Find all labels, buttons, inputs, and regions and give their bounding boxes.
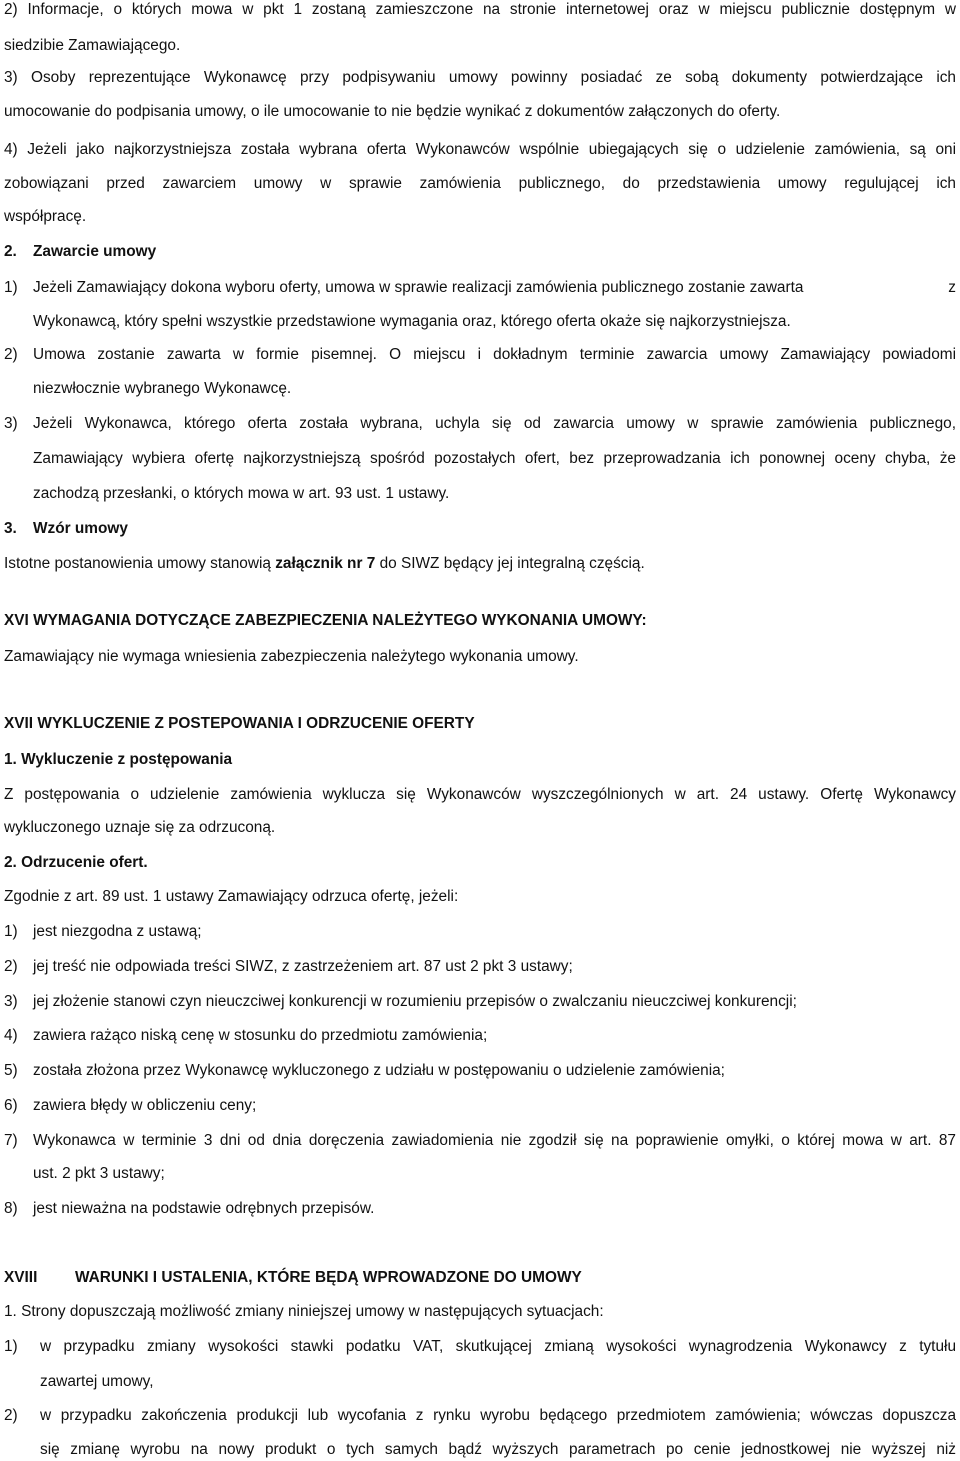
paragraph-line: 4) Jeżeli jako najkorzystniejsza została wybrana oferta Wykonawców wspólnie ubiegających się o udzielenie zamówienia, są oni — [4, 141, 956, 158]
list-item: 3) Jeżeli Wykonawca, którego oferta została wybrana, uchyla się od zawarcia umowy w sprawie zamówienia publicznego, — [4, 415, 956, 432]
paragraph-line: 2) Informacje, o których mowa w pkt 1 zostaną zamieszczone na stronie internetowej oraz w miejscu publicznie dostępnym w — [4, 1, 956, 18]
chapter-heading: XVII WYKLUCZENIE Z POSTEPOWANIA I ODRZUCENIE OFERTY — [4, 715, 475, 732]
paragraph-line: Zgodnie z art. 89 ust. 1 ustawy Zamawiający odrzuca ofertę, jeżeli: — [4, 888, 459, 905]
paragraph-line: Z postępowania o udzielenie zamówienia wyklucza się Wykonawców wyszczególnionych w art. 24 ustawy. Ofertę Wykonawcy — [4, 786, 956, 803]
section-heading: 2. Odrzucenie ofert. — [4, 854, 148, 871]
list-item: 8) jest nieważna na podstawie odrębnych przepisów. — [4, 1200, 375, 1217]
list-item-continuation: się zmianę wyrobu na nowy produkt o tych samych bądź wyższych parametrach po cenie jednostkowej nie wyższej niż — [40, 1441, 956, 1458]
paragraph-line: współpracę. — [4, 208, 87, 225]
list-item: 6) zawiera błędy w obliczeniu ceny; — [4, 1097, 257, 1114]
section-heading: 2. Zawarcie umowy — [4, 243, 157, 260]
paragraph-line: Zamawiający nie wymaga wniesienia zabezpieczenia należytego wykonania umowy. — [4, 648, 579, 665]
section-heading: 3. Wzór umowy — [4, 520, 128, 537]
paragraph-line: 3) Osoby reprezentujące Wykonawcę przy podpisywaniu umowy powinny posiadać ze sobą dokumenty potwierdzające ich — [4, 69, 956, 86]
list-item: 2) w przypadku zakończenia produkcji lub wycofania z rynku wyrobu będącego przedmiotem zamówienia; wówczas dopuszcza — [4, 1407, 956, 1424]
list-item: 1) Jeżeli Zamawiający dokona wyboru oferty, umowa w sprawie realizacji zamówienia publicznego zostanie zawarta z — [4, 279, 956, 296]
section-heading: 1. Wykluczenie z postępowania — [4, 751, 233, 768]
paragraph-line: wykluczonego uznaje się za odrzuconą. — [4, 819, 276, 836]
annex-reference: załącznik nr 7 — [275, 555, 376, 572]
paragraph-line: siedzibie Zamawiającego. — [4, 37, 181, 54]
list-item: 2) jej treść nie odpowiada treści SIWZ, z zastrzeżeniem art. 87 ust 2 pkt 3 ustawy; — [4, 958, 573, 975]
list-item-continuation: ust. 2 pkt 3 ustawy; — [33, 1165, 165, 1182]
list-item: 2) Umowa zostanie zawarta w formie pisemnej. O miejscu i dokładnym terminie zawarcia umowy Zamawiający powiadomi — [4, 346, 956, 363]
list-item-continuation: niezwłocznie wybranego Wykonawcę. — [33, 380, 292, 397]
list-item-continuation: zachodzą przesłanki, o których mowa w art. 93 ust. 1 ustawy. — [33, 485, 450, 502]
list-item-continuation: zawartej umowy, — [40, 1373, 154, 1390]
paragraph-line: umocowanie do podpisania umowy, o ile umocowanie to nie będzie wynikać z dokumentów załączonych do oferty. — [4, 103, 781, 120]
list-item-continuation: Wykonawcą, który spełni wszystkie przedstawione wymagania oraz, którego oferta okaże się najkorzystniejsza. — [33, 313, 791, 330]
paragraph-line: zobowiązani przed zawarciem umowy w sprawie zamówienia publicznego, do przedstawienia umowy regulującej ich — [4, 175, 956, 192]
list-item: 1) w przypadku zmiany wysokości stawki podatku VAT, skutkującej zmianą wysokości wynagrodzenia Wykonawcy z tytułu — [4, 1338, 956, 1355]
list-item: 5) została złożona przez Wykonawcę wykluczonego z udziału w postępowaniu o udzielenie zamówienia; — [4, 1062, 725, 1079]
chapter-heading: XVIII WARUNKI I USTALENIA, KTÓRE BĘDĄ WPROWADZONE DO UMOWY — [4, 1269, 582, 1286]
list-item: 3) jej złożenie stanowi czyn nieuczciwej konkurencji w rozumieniu przepisów o zwalczaniu nieuczciwej konkurencji; — [4, 993, 797, 1010]
list-item: 7) Wykonawca w terminie 3 dni od dnia doręczenia zawiadomienia nie zgodził się na poprawienie omyłki, o której mowa w art. 87 — [4, 1132, 956, 1149]
list-item: 1) jest niezgodna z ustawą; — [4, 923, 202, 940]
paragraph-line: 1. Strony dopuszczają możliwość zmiany niniejszej umowy w następujących sytuacjach: — [4, 1303, 604, 1320]
list-item-continuation: Zamawiający wybiera ofertę najkorzystniejszą spośród pozostałych ofert, bez przeprowadzania ich ponownej oceny chyba, że — [33, 450, 956, 467]
paragraph-line: Istotne postanowienia umowy stanowią załącznik nr 7 do SIWZ będący jej integralną częścią. — [4, 555, 645, 572]
list-item: 4) zawiera rażąco niską cenę w stosunku do przedmiotu zamówienia; — [4, 1027, 488, 1044]
chapter-heading: XVI WYMAGANIA DOTYCZĄCE ZABEZPIECZENIA NALEŻYTEGO WYKONANIA UMOWY: — [4, 612, 647, 629]
